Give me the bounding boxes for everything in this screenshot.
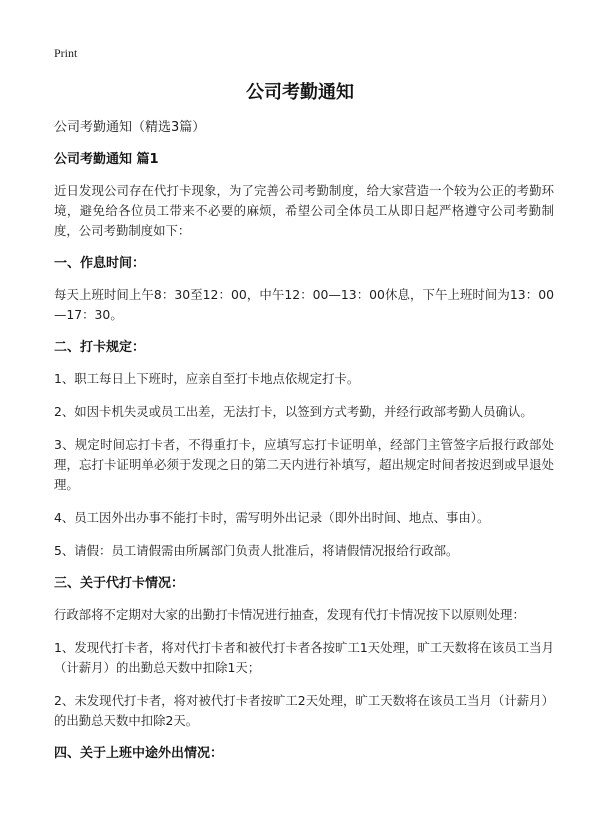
clock-rule-item: 4、员工因外出办事不能打卡时，需写明外出记录（即外出时间、地点、事由）。 xyxy=(54,510,490,525)
section-heading-going-out: 四、关于上班中途外出情况： xyxy=(54,746,224,761)
section-heading-work-hours: 一、作息时间： xyxy=(54,256,146,271)
document-subtitle: 公司考勤通知（精选3篇） xyxy=(54,120,206,135)
section-heading-clock-rules: 二、打卡规定： xyxy=(54,340,146,355)
proxy-clocking-paragraph: 行政部将不定期对大家的出勤打卡情况进行抽查，发现有代打卡情况按下以原则处理： xyxy=(54,607,525,622)
clock-rule-item: 1、职工每日上下班时，应亲自至打卡地点依规定打卡。 xyxy=(54,371,360,386)
clock-rule-item: 2、如因卡机失灵或员工出差，无法打卡，以签到方式考勤，并经行政部考勤人员确认。 xyxy=(54,404,533,419)
intro-paragraph: 近日发现公司存在代打卡现象，为了完善公司考勤制度，给大家营造一个较为公正的考勤环境，避免给各位员工带来不必要的麻烦，希望公司全体员工从即日起严格遵守公司考勤制度，公司考勤制度如下： xyxy=(54,183,554,238)
section-heading-proxy-clocking: 三、关于代打卡情况： xyxy=(54,576,185,591)
clock-rule-item: 5、请假：员工请假需由所属部门负责人批准后，将请假情况报给行政部。 xyxy=(54,543,459,558)
clock-rule-item: 3、规定时间忘打卡者，不得重打卡，应填写忘打卡证明单，经部门主管签字后报行政部处理，忘打卡证明单必须于发现之日的第二天内进行补填写，超出规定时间者按迟到或早退处理。 xyxy=(54,437,554,492)
proxy-rule-item: 1、发现代打卡者，将对代打卡者和被代打卡者各按旷工1天处理，旷工天数将在该员工当月（计薪月）的出勤总天数中扣除1天； xyxy=(54,640,554,675)
proxy-rule-item: 2、未发现代打卡者，将对被代打卡者按旷工2天处理，旷工天数将在该员工当月（计薪月）的出勤总天数中扣除2天。 xyxy=(54,693,554,728)
article-heading: 公司考勤通知 篇1 xyxy=(54,152,159,167)
page-title: 公司考勤通知 xyxy=(246,82,354,103)
print-label[interactable]: Print xyxy=(54,46,78,60)
document-body xyxy=(54,118,554,775)
work-hours-paragraph: 每天上班时间上午8：30至12：00，中午12：00—13：00休息，下午上班时间为13：00—17：30。 xyxy=(54,287,554,322)
